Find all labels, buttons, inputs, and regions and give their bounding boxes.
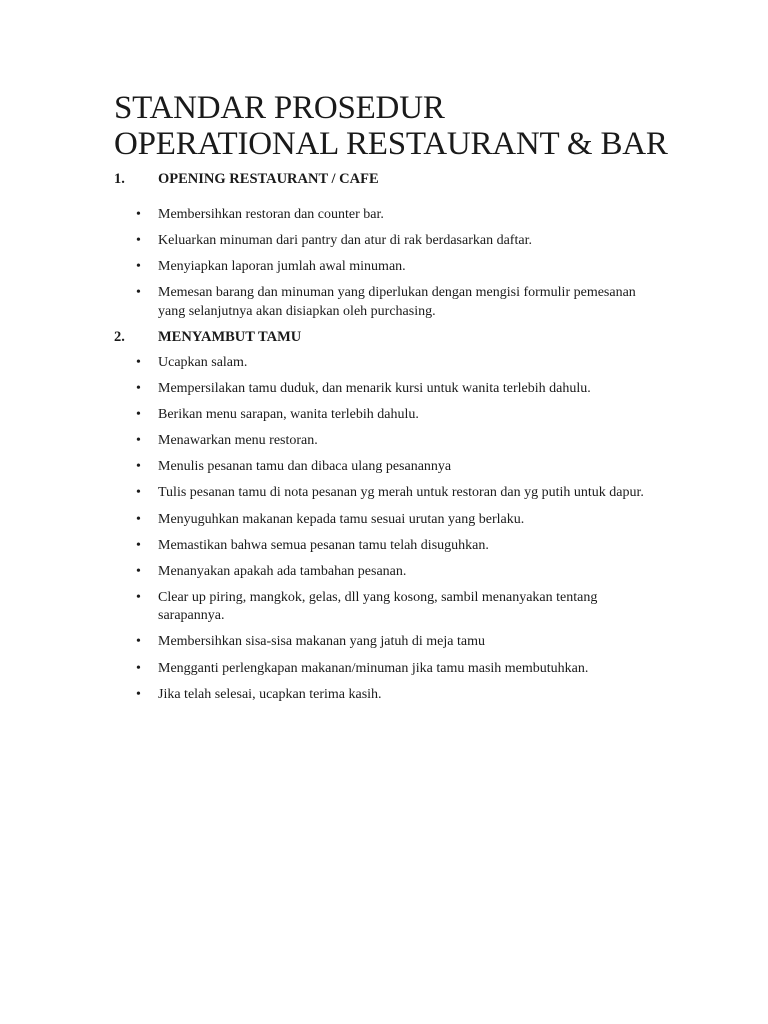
list-item <box>0 380 658 399</box>
list-item-text: Memesan barang dan minuman yang diperlukan dengan mengisi formulir pemesanan yang selanjutnya akan disiapkan oleh purchasing. <box>158 285 636 319</box>
list-item <box>0 537 658 556</box>
list-item-text: Ucapkan salam. <box>158 355 248 370</box>
bullet-icon: • <box>136 285 141 300</box>
list-item <box>0 432 658 451</box>
list-item <box>0 563 658 582</box>
title-line-1: STANDAR PROSEDUR <box>114 90 445 126</box>
list-item-text: Membersihkan restoran dan counter bar. <box>158 207 384 222</box>
bullet-icon: • <box>136 686 141 702</box>
list-item-text: Clear up piring, mangkok, gelas, dll yang kosong, sambil menanyakan tentang sarapannya. <box>158 589 598 624</box>
list-item <box>0 284 658 321</box>
list-item <box>0 458 658 477</box>
bullet-icon: • <box>136 537 141 553</box>
section-number: 1. <box>114 171 125 187</box>
bullet-icon: • <box>136 660 141 676</box>
list-item <box>0 686 658 705</box>
bullet-icon: • <box>136 207 141 222</box>
bullet-icon: • <box>136 634 141 650</box>
list-item-text: Membersihkan sisa-sisa makanan yang jatuh di meja tamu <box>158 634 485 650</box>
bullet-icon: • <box>136 355 141 370</box>
list-item-text: Mempersilakan tamu duduk, dan menarik kursi untuk wanita terlebih dahulu. <box>158 381 591 397</box>
list-item-text: Keluarkan minuman dari pantry dan atur di rak berdasarkan daftar. <box>158 233 532 248</box>
bullet-icon: • <box>136 459 141 475</box>
list-item-text: Menyiapkan laporan jumlah awal minuman. <box>158 259 406 274</box>
bullet-icon: • <box>136 563 141 579</box>
list-item-text: Menulis pesanan tamu dan dibaca ulang pesanannya <box>158 459 452 475</box>
list-item-text: Jika telah selesai, ucapkan terima kasih. <box>158 686 382 702</box>
bullet-icon: • <box>136 259 141 274</box>
bullet-icon: • <box>136 407 141 423</box>
bullet-icon: • <box>136 433 141 449</box>
list-item-text: Menyuguhkan makanan kepada tamu sesuai urutan yang berlaku. <box>158 511 525 527</box>
bullet-icon: • <box>136 511 141 527</box>
bullet-icon: • <box>136 589 141 605</box>
list-item <box>0 258 658 277</box>
section-number: 2. <box>114 329 125 345</box>
list-item-text: Memastikan bahwa semua pesanan tamu telah disuguhkan. <box>158 537 489 553</box>
list-item <box>0 406 658 425</box>
section-title: MENYAMBUT TAMU <box>158 329 302 345</box>
list-item-text: Menanyakan apakah ada tambahan pesanan. <box>158 563 407 579</box>
list-item <box>0 633 658 652</box>
list-item <box>0 232 658 251</box>
list-item-text: Menawarkan menu restoran. <box>158 433 318 449</box>
list-item-text: Berikan menu sarapan, wanita terlebih dahulu. <box>158 407 419 423</box>
list-item <box>0 206 658 225</box>
list-item-text: Mengganti perlengkapan makanan/minuman jika tamu masih membutuhkan. <box>158 660 589 676</box>
bullet-list-opening <box>0 206 658 329</box>
bullet-icon: • <box>136 233 141 248</box>
bullet-list-menyambut-tamu <box>0 354 658 712</box>
list-item <box>0 484 658 503</box>
section-heading-opening <box>114 170 379 188</box>
section-title: OPENING RESTAURANT / CAFE <box>158 171 379 187</box>
list-item-text: Tulis pesanan tamu di nota pesanan yg merah untuk restoran dan yg putih untuk dapur. <box>158 485 644 501</box>
section-heading-menyambut-tamu <box>114 328 301 346</box>
document-title <box>114 90 734 162</box>
title-line-2: OPERATIONAL RESTAURANT & BAR <box>114 126 668 162</box>
list-item <box>0 589 658 626</box>
list-item <box>0 660 658 679</box>
list-item <box>0 511 658 530</box>
bullet-icon: • <box>136 381 141 397</box>
bullet-icon: • <box>136 485 141 501</box>
list-item <box>0 354 658 373</box>
